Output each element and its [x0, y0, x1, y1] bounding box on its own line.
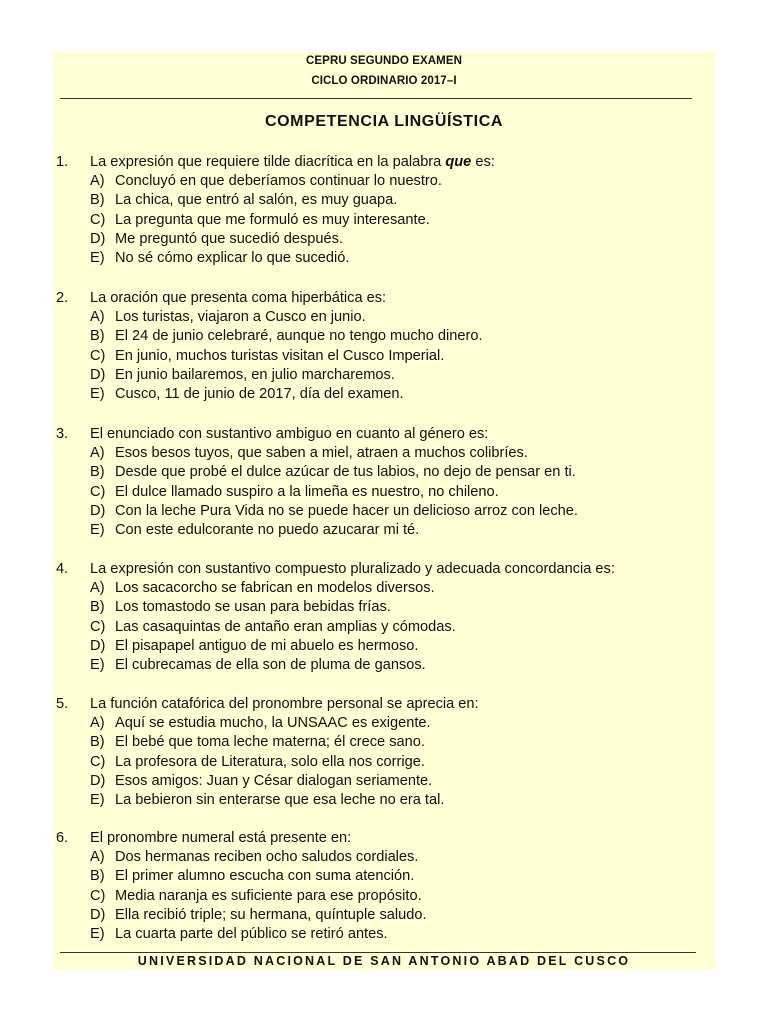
option-text: En junio, muchos turistas visitan el Cusco Imperial.	[115, 347, 445, 364]
question-stem	[90, 153, 495, 172]
question-number: 3.	[56, 426, 69, 442]
option-text: La chica, que entró al salón, es muy guapa.	[115, 192, 398, 209]
option-letter: D)	[90, 502, 106, 519]
option-list	[90, 714, 444, 810]
option-d	[90, 366, 483, 385]
option-letter: E)	[90, 521, 105, 538]
option-letter: C)	[90, 618, 106, 635]
footer-divider	[60, 952, 696, 953]
question-number: 4.	[56, 561, 69, 577]
option-letter: E)	[90, 249, 105, 266]
option-a	[90, 579, 456, 598]
option-text: La profesora de Literatura, solo ella nos corrige.	[115, 753, 425, 770]
option-letter: A)	[90, 849, 105, 866]
option-letter: E)	[90, 656, 105, 673]
option-list	[90, 444, 578, 540]
option-letter: B)	[90, 599, 105, 616]
option-text: Media naranja es suficiente para ese propósito.	[115, 887, 422, 904]
option-letter: E)	[90, 385, 105, 402]
option-text: Los turistas, viajaron a Cusco en junio.	[115, 309, 366, 326]
option-text: Me preguntó que sucedió después.	[115, 230, 343, 247]
option-c	[90, 887, 427, 906]
option-text: Los tomastodo se usan para bebidas frías.	[115, 599, 391, 616]
option-text: El primer alumno escucha con suma atención.	[115, 868, 415, 885]
option-a	[90, 172, 442, 191]
option-text: El dulce llamado suspiro a la limeña es nuestro, no chileno.	[115, 483, 499, 500]
option-a	[90, 848, 427, 867]
option-a	[90, 714, 444, 733]
option-text: Las casaquintas de antaño eran amplias y cómodas.	[115, 618, 456, 635]
option-text: Dos hermanas reciben ocho saludos cordiales.	[115, 849, 419, 866]
stem-text-before: La expresión que requiere tilde diacrítica en la palabra	[90, 154, 446, 170]
option-text: Esos amigos: Juan y César dialogan seriamente.	[115, 772, 433, 789]
option-letter: E)	[90, 791, 105, 808]
option-b	[90, 598, 456, 617]
option-b	[90, 867, 427, 886]
option-text: La pregunta que me formuló es muy interesante.	[115, 211, 430, 228]
option-d	[90, 230, 442, 249]
option-a	[90, 444, 578, 463]
option-text: Ella recibió triple; su hermana, quíntuple saludo.	[115, 906, 427, 923]
section-title: COMPETENCIA LINGÜÍSTICA	[264, 113, 504, 130]
option-b	[90, 733, 444, 752]
option-c	[90, 618, 456, 637]
university-footer: UNIVERSIDAD NACIONAL DE SAN ANTONIO ABAD DEL CUSCO	[137, 954, 631, 968]
option-c	[90, 483, 578, 502]
option-text: La cuarta parte del público se retiró antes.	[115, 925, 388, 942]
question-number: 2.	[56, 290, 69, 306]
option-text: Cusco, 11 de junio de 2017, día del examen.	[115, 385, 404, 402]
option-letter: A)	[90, 309, 105, 326]
question-stem: La función catafórica del pronombre personal se aprecia en:	[90, 696, 479, 712]
option-text: El pisapapel antiguo de mi abuelo es hermoso.	[115, 637, 419, 654]
option-d	[90, 502, 578, 521]
option-letter: B)	[90, 868, 105, 885]
option-letter: A)	[90, 715, 105, 732]
option-text: Con este edulcorante no puedo azucarar mi té.	[115, 521, 420, 538]
option-letter: B)	[90, 734, 105, 751]
option-e	[90, 656, 456, 675]
question-stem: El pronombre numeral está presente en:	[90, 830, 352, 846]
option-letter: D)	[90, 637, 106, 654]
option-text: Desde que probé el dulce azúcar de tus labios, no dejo de pensar en ti.	[115, 464, 576, 481]
option-list	[90, 848, 427, 944]
option-text: El cubrecamas de ella son de pluma de gansos.	[115, 656, 426, 673]
option-letter: B)	[90, 192, 105, 209]
option-text: Esos besos tuyos, que saben a miel, atraen a muchos colibríes.	[115, 445, 528, 462]
option-e	[90, 385, 483, 404]
question-stem: La oración que presenta coma hiperbática es:	[90, 290, 387, 306]
option-d	[90, 906, 427, 925]
option-list	[90, 172, 442, 268]
option-e	[90, 521, 578, 540]
option-a	[90, 308, 483, 327]
option-letter: B)	[90, 328, 105, 345]
option-letter: C)	[90, 887, 106, 904]
option-e	[90, 791, 444, 810]
stem-emphasis: que	[445, 154, 472, 170]
option-letter: C)	[90, 483, 106, 500]
option-text: En junio bailaremos, en julio marcharemos.	[115, 366, 395, 383]
option-letter: C)	[90, 347, 106, 364]
option-b	[90, 327, 483, 346]
option-letter: A)	[90, 173, 105, 190]
header-divider	[60, 98, 692, 99]
option-letter: C)	[90, 211, 106, 228]
option-letter: A)	[90, 580, 105, 597]
option-text: El bebé que toma leche materna; él crece sano.	[115, 734, 425, 751]
question-stem: El enunciado con sustantivo ambiguo en cuanto al género es:	[90, 426, 489, 442]
question-number: 1.	[56, 154, 69, 170]
option-d	[90, 637, 456, 656]
option-text: Concluyó en que deberíamos continuar lo nuestro.	[115, 173, 442, 190]
option-text: Aquí se estudia mucho, la UNSAAC es exigente.	[115, 715, 431, 732]
option-text: No sé cómo explicar lo que sucedió.	[115, 249, 350, 266]
option-c	[90, 753, 444, 772]
option-b	[90, 191, 442, 210]
question-stem: La expresión con sustantivo compuesto pluralizado y adecuada concordancia es:	[90, 561, 615, 577]
option-letter: D)	[90, 906, 106, 923]
option-text: La bebieron sin enterarse que esa leche no era tal.	[115, 791, 445, 808]
question-number: 6.	[56, 830, 69, 846]
option-b	[90, 463, 578, 482]
option-d	[90, 772, 444, 791]
exam-page	[53, 52, 715, 970]
option-text: El 24 de junio celebraré, aunque no tengo mucho dinero.	[115, 328, 483, 345]
option-c	[90, 211, 442, 230]
option-text: Los sacacorcho se fabrican en modelos diversos.	[115, 580, 435, 597]
option-letter: A)	[90, 445, 105, 462]
option-letter: E)	[90, 925, 105, 942]
exam-header-title: CEPRU SEGUNDO EXAMEN	[306, 55, 462, 67]
option-text: Con la leche Pura Vida no se puede hacer un delicioso arroz con leche.	[115, 502, 578, 519]
stem-text-after: es:	[471, 154, 495, 170]
option-list	[90, 308, 483, 404]
option-letter: D)	[90, 772, 106, 789]
question-number: 5.	[56, 696, 69, 712]
option-letter: B)	[90, 464, 105, 481]
option-c	[90, 347, 483, 366]
option-e	[90, 925, 427, 944]
option-letter: C)	[90, 753, 106, 770]
option-letter: D)	[90, 366, 106, 383]
option-letter: D)	[90, 230, 106, 247]
option-e	[90, 249, 442, 268]
option-list	[90, 579, 456, 675]
exam-header-cycle: CICLO ORDINARIO 2017–I	[311, 75, 457, 87]
